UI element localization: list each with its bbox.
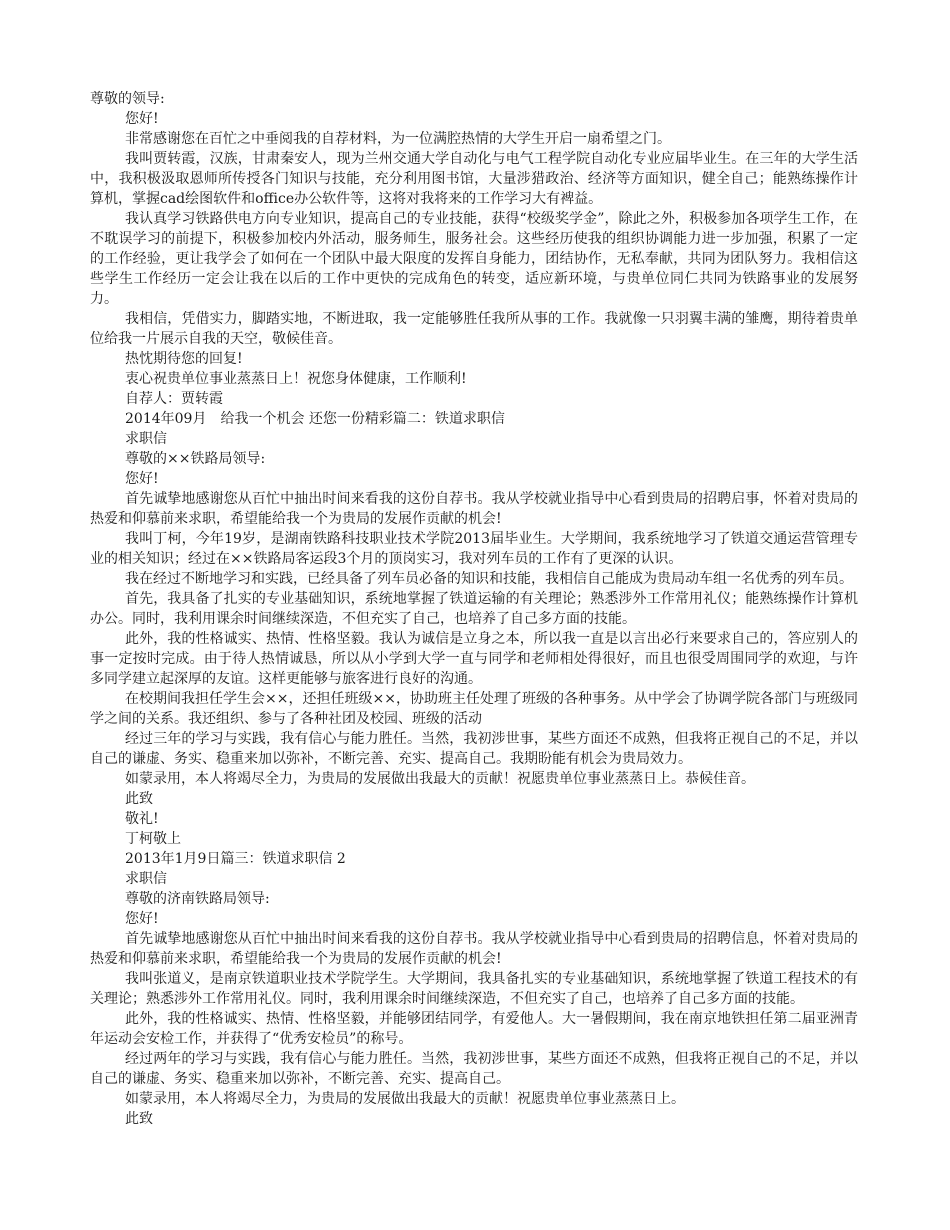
paragraph: 衷心祝贵单位事业蒸蒸日上！祝您身体健康，工作顺利! [125, 371, 467, 387]
paragraph: 敬礼! [125, 811, 159, 827]
paragraph: 求职信 [125, 871, 167, 887]
paragraph: 此致 [125, 1111, 153, 1127]
paragraph: 我叫张道义，是南京铁道职业技术学院学生。大学期间，我具备扎实的专业基础知识，系统地掌握了铁道工程技术的有关理论；熟悉涉外工作常用礼仪。同时，我利用课余时间继续深造，不但充实了自己，也培养了自己多方面的技能。 [90, 971, 858, 1007]
paragraph: 我叫丁柯，今年19岁，是湖南铁路科技职业技术学院2013届毕业生。大学期间，我系统地学习了铁道交通运营管理专业的相关知识；经过在××铁路局客运段3个月的顶岗实习，我对列车员的工作有了更深的认识。 [90, 531, 858, 567]
paragraph: 尊敬的济南铁路局领导: [125, 891, 270, 907]
document-body [90, 89, 858, 1129]
paragraph: 2013年1月9日篇三：铁道求职信 2 [125, 851, 346, 867]
paragraph: 求职信 [125, 431, 167, 447]
paragraph: 我相信，凭借实力，脚踏实地，不断进取，我一定能够胜任我所从事的工作。我就像一只羽翼丰满的雏鹰，期待着贵单位给我一片展示自我的天空，敬候佳音。 [90, 311, 858, 347]
paragraph: 在校期间我担任学生会××，还担任班级××，协助班主任处理了班级的各种事务。从中学会了协调学院各部门与班级同学之间的关系。我还组织、参与了各种社团及校园、班级的活动 [90, 691, 858, 727]
paragraph: 尊敬的领导: [90, 91, 165, 107]
paragraph: 2014年09月 给我一个机会 还您一份精彩篇二：铁道求职信 [125, 411, 505, 427]
paragraph: 如蒙录用，本人将竭尽全力，为贵局的发展做出我最大的贡献！祝愿贵单位事业蒸蒸日上。 [125, 1091, 685, 1107]
paragraph: 首先诚挚地感谢您从百忙中抽出时间来看我的这份自荐书。我从学校就业指导中心看到贵局的招聘启事，怀着对贵局的热爱和仰慕前来求职，希望能给我一个为贵局的发展作贡献的机会! [90, 491, 858, 527]
paragraph: 经过两年的学习与实践，我有信心与能力胜任。当然，我初涉世事，某些方面还不成熟，但我将正视自己的不足，并以自己的谦虚、务实、稳重来加以弥补，不断完善、充实、提高自己。 [90, 1051, 858, 1087]
paragraph: 如蒙录用，本人将竭尽全力，为贵局的发展做出我最大的贡献！祝愿贵单位事业蒸蒸日上。恭候佳音。 [125, 771, 755, 787]
paragraph: 此致 [125, 791, 153, 807]
paragraph: 我叫贾转霞，汉族，甘肃秦安人，现为兰州交通大学自动化与电气工程学院自动化专业应届毕业生。在三年的大学生活中，我积极汲取恩师所传授各门知识与技能，充分利用图书馆，大量涉猎政治、经济等方面知识，健全自己；能熟练操作计算机，掌握cad绘图软件和office办公软件等，这将对我将来的工作学习大有裨益。 [90, 151, 858, 207]
paragraph: 我在经过不断地学习和实践，已经具备了列车员必备的知识和技能，我相信自己能成为贵局动车组一名优秀的列车员。 [125, 571, 853, 587]
paragraph: 尊敬的××铁路局领导: [125, 451, 266, 467]
paragraph: 您好! [125, 111, 159, 127]
paragraph: 此外，我的性格诚实、热情、性格坚毅。我认为诚信是立身之本，所以我一直是以言出必行来要求自己的，答应别人的事一定按时完成。由于待人热情诚恳，所以从小学到大学一直与同学和老师相处得很好，而且也很受周围同学的欢迎，与许多同学建立起深厚的友谊。这样更能够与旅客进行良好的沟通。 [90, 631, 858, 687]
paragraph: 自荐人：贾转霞 [125, 391, 223, 407]
paragraph: 您好! [125, 471, 159, 487]
paragraph: 您好! [125, 911, 159, 927]
paragraph: 非常感谢您在百忙之中垂阅我的自荐材料，为一位满腔热情的大学生开启一扇希望之门。 [125, 131, 671, 147]
paragraph: 首先诚挚地感谢您从百忙中抽出时间来看我的这份自荐书。我从学校就业指导中心看到贵局的招聘信息，怀着对贵局的热爱和仰慕前来求职，希望能给我一个为贵局的发展作贡献的机会! [90, 931, 858, 967]
paragraph: 我认真学习铁路供电方向专业知识，提高自己的专业技能，获得“校级奖学金”，除此之外，积极参加各项学生工作，在不耽误学习的前提下，积极参加校内外活动，服务师生，服务社会。这些经历使我的组织协调能力进一步加强，积累了一定的工作经验，更让我学会了如何在一个团队中最大限度的发挥自身能力，团结协作，无私奉献，共同为团队努力。我相信这些学生工作经历一定会让我在以后的工作中更快的完成角色的转变，适应新环境，与贵单位同仁共同为铁路事业的发展努力。 [90, 211, 858, 307]
paragraph: 此外，我的性格诚实、热情、性格坚毅，并能够团结同学，有爱他人。大一暑假期间，我在南京地铁担任第二届亚洲青年运动会安检工作，并获得了“优秀安检员”的称号。 [90, 1011, 858, 1047]
paragraph: 首先，我具备了扎实的专业基础知识，系统地掌握了铁道运输的有关理论；熟悉涉外工作常用礼仪；能熟练操作计算机办公。同时，我利用课余时间继续深造，不但充实了自己，也培养了自己多方面的技能。 [90, 591, 858, 627]
paragraph: 丁柯敬上 [125, 831, 181, 847]
paragraph: 经过三年的学习与实践，我有信心与能力胜任。当然，我初涉世事，某些方面还不成熟，但我将正视自己的不足，并以自己的谦虚、务实、稳重来加以弥补，不断完善、充实、提高自己。我期盼能有机会为贵局效力。 [90, 731, 858, 767]
paragraph: 热忱期待您的回复! [125, 351, 243, 367]
